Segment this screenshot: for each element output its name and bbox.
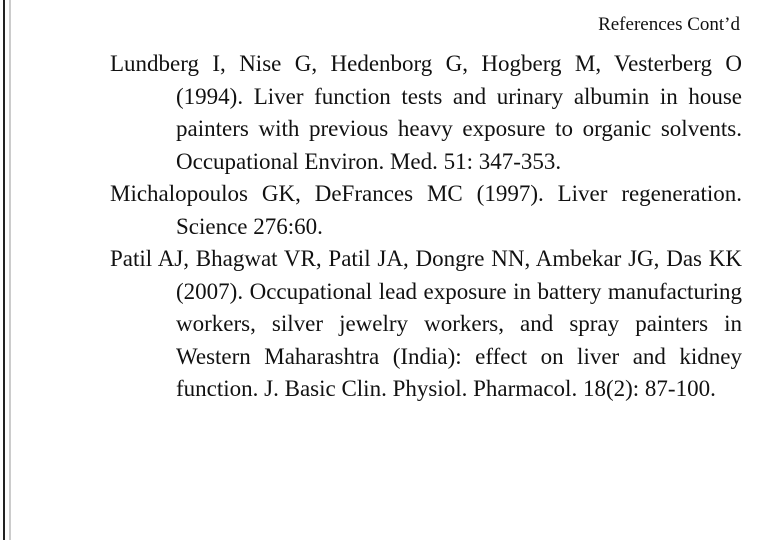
reference-list (110, 48, 742, 406)
reference-item-michalopoulos: Michalopoulos GK, DeFrances MC (1997). Liver regeneration. Science 276:60. (110, 181, 742, 239)
reference-item-lundberg: Lundberg I, Nise G, Hedenborg G, Hogberg M, Vesterberg O (1994). Liver function tests and urinary albumin in house painters with previous heavy exposure to organic solvents. Occupational Environ. Med. 51: 347-353. (110, 51, 742, 174)
slide-title: References Cont’d (598, 14, 740, 35)
reference-item-patil: Patil AJ, Bhagwat VR, Patil JA, Dongre NN, Ambekar JG, Das KK (2007). Occupational lead exposure in battery manufacturing workers, silver jewelry workers, and spray painters in Western Maharashtra (India): effect on liver and kidney function. J. Basic Clin. Physiol. Pharmacol. 18(2): 87-100. (110, 246, 742, 401)
